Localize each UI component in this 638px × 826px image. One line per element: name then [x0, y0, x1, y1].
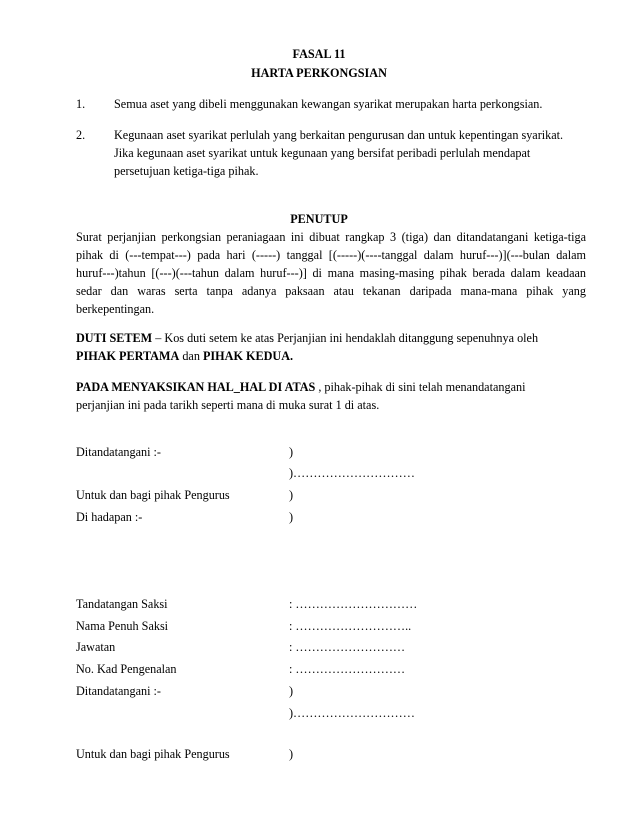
witness-field-value: : ……………………… — [289, 662, 406, 676]
paren: ) — [289, 684, 294, 698]
duti-setem-label: DUTI SETEM — [76, 331, 153, 345]
signed-label: Ditandatangani :- — [76, 445, 161, 459]
section-number: FASAL 11 — [292, 47, 346, 61]
party-first: PIHAK PERTAMA — [76, 349, 180, 363]
duti-setem-line — [76, 331, 538, 346]
clause-text: Jika kegunaan aset syarikat untuk kegunaan yang bersifat peribadi perlulah mendapat — [114, 146, 531, 160]
witness-statement — [76, 380, 525, 395]
witness-statement-line2: perjanjian ini pada tarikh seperti mana di muka surat 1 di atas. — [76, 398, 380, 412]
signature-line: )………………………… — [289, 466, 415, 480]
clause-text: persetujuan ketiga-tiga pihak. — [114, 164, 259, 178]
party-second: PIHAK KEDUA. — [202, 349, 294, 363]
witness-text: , pihak-pihak di sini telah menandatangani — [315, 380, 526, 394]
penutup-line: Surat perjanjian perkongsian peraniagaan ini dibuat rangkap 3 (tiga) dan ditandatangani ketiga-tiga — [76, 230, 586, 244]
signed-label: Ditandatangani :- — [76, 684, 161, 698]
penutup-line: huruf---)tahun [(---)(---tahun dalam huruf---)] di mana masing-masing pihak berada dalam keadaan — [76, 266, 586, 280]
clause-text: Semua aset yang dibeli menggunakan kewangan syarikat merupakan harta perkongsian. — [114, 97, 543, 111]
on-behalf-label: Untuk dan bagi pihak Pengurus — [76, 747, 230, 761]
paren: ) — [289, 747, 294, 761]
signature-line: )………………………… — [289, 706, 415, 720]
penutup-line: sedar dan waras serta tanpa adanya paksaan atau tekanan daripada mana-mana pihak yang — [76, 284, 586, 298]
on-behalf-label: Untuk dan bagi pihak Pengurus — [76, 488, 230, 502]
witness-field-label: No. Kad Pengenalan — [76, 662, 177, 676]
witness-field-value: : ……………………… — [289, 640, 406, 654]
paren: ) — [289, 445, 294, 459]
clause-number: 1. — [76, 97, 86, 111]
section-title: HARTA PERKONGSIAN — [251, 66, 387, 80]
witness-label: PADA MENYAKSIKAN HAL_HAL DI ATAS — [76, 380, 316, 394]
witness-field-label: Nama Penuh Saksi — [76, 619, 169, 633]
clause-number: 2. — [76, 128, 86, 142]
paren: ) — [289, 488, 294, 502]
clause-text: Kegunaan aset syarikat perlulah yang berkaitan pengurusan dan untuk kepentingan syarikat. — [114, 128, 564, 142]
before-label: Di hadapan :- — [76, 510, 143, 524]
witness-field-value: : ………………………… — [289, 597, 418, 611]
witness-field-label: Jawatan — [76, 640, 116, 654]
witness-field-label: Tandatangan Saksi — [76, 597, 168, 611]
penutup-line: pihak di (---tempat---) pada hari (-----) tanggal [(-----)(----tanggal dalam huruf---)](---bulan dalam — [76, 248, 586, 262]
duti-parties-line — [76, 349, 293, 364]
party-conj: dan — [179, 349, 203, 363]
paren: ) — [289, 510, 294, 524]
duti-text: Kos duti setem ke atas Perjanjian ini hendaklah ditanggung sepenuhnya oleh — [164, 331, 539, 345]
duti-dash: – — [152, 331, 165, 345]
penutup-title: PENUTUP — [290, 212, 348, 226]
witness-field-value: : ……………………….. — [289, 619, 412, 633]
penutup-line: berkepentingan. — [76, 302, 155, 316]
